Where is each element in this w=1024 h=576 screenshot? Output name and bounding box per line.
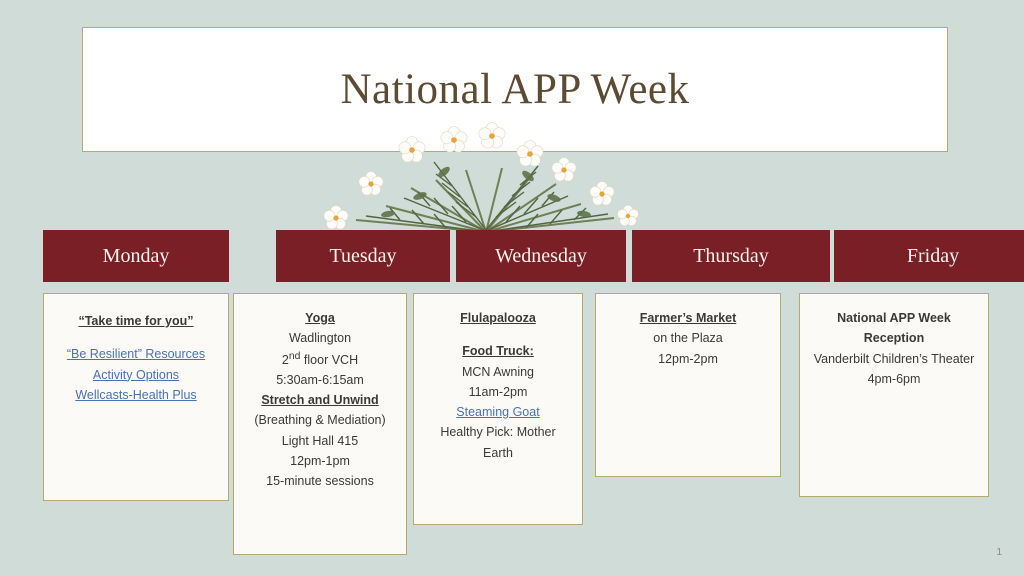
card-heading-flulapalooza: Flulapalooza: [460, 311, 536, 325]
card-spacer: [424, 328, 572, 341]
card-text: 4pm-6pm: [867, 371, 921, 386]
card-text: 12pm-1pm: [290, 453, 350, 468]
card-link-steaming-goat[interactable]: Steaming Goat: [456, 405, 540, 419]
day-card-thursday: [595, 293, 781, 477]
day-card-friday: [799, 293, 989, 497]
card-text: MCN Awning: [461, 364, 535, 379]
day-header-label: Thursday: [693, 244, 769, 267]
day-card-tuesday: [233, 293, 407, 555]
day-header-friday: [834, 230, 1024, 282]
card-heading-food-truck: Food Truck:: [462, 344, 534, 359]
card-heading-stretch-and-unwind: Stretch and Unwind: [261, 393, 379, 408]
slide-number: 1: [996, 547, 1002, 558]
card-text: 11am-2pm: [468, 384, 528, 399]
page-title: National APP Week: [340, 66, 690, 113]
card-heading-reception: National APP Week Reception: [837, 311, 951, 346]
day-header-label: Wednesday: [495, 244, 587, 267]
day-header-wednesday: [456, 230, 626, 282]
day-header-monday: [43, 230, 229, 282]
card-link-be-resilient-resources[interactable]: “Be Resilient” Resources: [66, 347, 206, 362]
card-link-activity-options[interactable]: Activity Options: [92, 367, 180, 382]
card-spacer: [54, 331, 218, 344]
card-heading: “Take time for you”: [78, 314, 194, 328]
week-day-header-row: [43, 230, 989, 282]
card-link-wellcasts-health-plus[interactable]: Wellcasts-Health Plus: [75, 387, 197, 402]
day-header-tuesday: [276, 230, 450, 282]
card-text: 2nd floor VCH: [281, 350, 359, 367]
day-header-thursday: [632, 230, 830, 282]
card-text: 15-minute sessions: [266, 474, 374, 489]
slide-title-box: [82, 27, 948, 152]
card-heading-farmers-market: Farmer’s Market: [639, 311, 737, 325]
card-text: Wadlington: [288, 331, 352, 346]
card-text: Vanderbilt Children’s Theater: [813, 351, 975, 366]
day-header-label: Friday: [906, 244, 960, 267]
card-text: Healthy Pick: Mother Earth: [440, 425, 556, 460]
card-text: 12pm-2pm: [658, 351, 718, 366]
card-text: (Breathing & Mediation): [254, 413, 386, 428]
day-card-monday: [43, 293, 229, 501]
card-text: 5:30am-6:15am: [276, 372, 364, 387]
day-header-label: Tuesday: [329, 244, 397, 267]
card-text: on the Plaza: [653, 331, 723, 346]
day-header-label: Monday: [102, 244, 170, 267]
card-heading-yoga: Yoga: [305, 311, 335, 325]
card-text: Light Hall 415: [281, 433, 359, 448]
day-card-wednesday: [413, 293, 583, 525]
